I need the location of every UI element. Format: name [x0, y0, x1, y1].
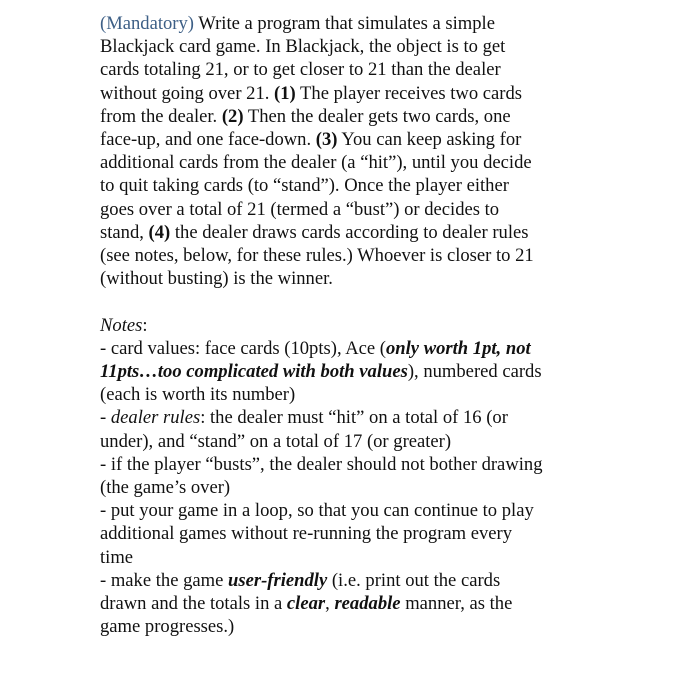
intro-paragraph	[100, 12, 590, 290]
text-line: (see notes, below, for these rules.) Whoever is closer to 21	[100, 245, 534, 267]
emphasis: dealer rules	[110, 407, 201, 429]
step-marker: (1)	[274, 82, 296, 104]
notes-heading: Notes:	[100, 314, 148, 336]
assignment-text	[100, 12, 590, 638]
text-line: Blackjack card game. In Blackjack, the object is to get	[100, 36, 506, 58]
text-line: - put your game in a loop, so that you can continue to play	[100, 500, 534, 522]
emphasis: 11pts…too complicated with both values	[100, 361, 408, 383]
text-line: - if the player “busts”, the dealer should not bother drawing	[100, 453, 543, 475]
text-line: drawn and the totals in a clear, readable manner, as the	[100, 593, 513, 615]
text-line: - card values: face cards (10pts), Ace (only worth 1pt, not	[100, 337, 531, 359]
step-marker: (3)	[315, 129, 338, 151]
notes-section	[100, 314, 590, 639]
text-line: time	[100, 546, 134, 568]
text-line: to quit taking cards (to “stand”). Once the player either	[100, 175, 509, 197]
mandatory-tag: (Mandatory)	[100, 13, 194, 34]
text-line: - dealer rules: the dealer must “hit” on a total of 16 (or	[100, 407, 508, 429]
text-line: under), and “stand” on a total of 17 (or greater)	[100, 430, 452, 452]
step-marker: (4)	[148, 221, 171, 243]
text-line: without going over 21. (1) The player receives two cards	[100, 82, 523, 104]
text-line: cards totaling 21, or to get closer to 21 than the dealer	[100, 59, 501, 81]
text-line: face-up, and one face-down. (3) You can keep asking for	[100, 129, 522, 151]
text-line: - make the game user-friendly (i.e. print out the cards	[100, 569, 501, 591]
text-line: game progresses.)	[100, 616, 235, 638]
paragraph-gap	[100, 290, 590, 313]
text-line: 11pts…too complicated with both values), numbered cards	[100, 361, 542, 383]
text-line: (without busting) is the winner.	[100, 268, 333, 290]
text-line: additional games without re-running the program every	[100, 523, 513, 545]
emphasis: clear	[286, 593, 326, 615]
text-line: goes over a total of 21 (termed a “bust”) or decides to	[100, 198, 500, 220]
text-line: stand, (4) the dealer draws cards according to dealer rules	[100, 221, 529, 243]
step-marker: (2)	[221, 105, 244, 127]
emphasis: user-friendly	[228, 569, 328, 591]
text-line: (each is worth its number)	[100, 384, 296, 406]
text-line: (the game’s over)	[100, 477, 231, 499]
emphasis: readable	[334, 593, 401, 615]
text-line: from the dealer. (2) Then the dealer gets two cards, one	[100, 105, 511, 127]
emphasis: only worth 1pt, not	[386, 337, 531, 359]
text-line: (Mandatory) Write a program that simulates a simple	[100, 13, 495, 34]
text-line: additional cards from the dealer (a “hit”), until you decide	[100, 152, 532, 174]
